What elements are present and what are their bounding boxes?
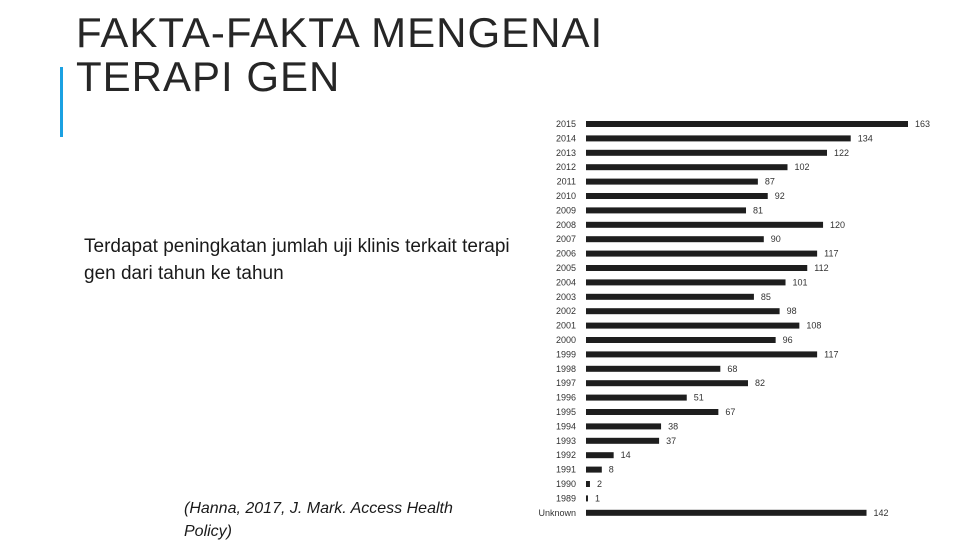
year-label: 2010 [555, 191, 576, 201]
value-label: 67 [725, 407, 736, 417]
bar [586, 236, 764, 242]
accent-bar [60, 67, 63, 137]
value-label: 37 [666, 435, 677, 446]
bar [586, 337, 776, 343]
value-label: 90 [770, 234, 781, 245]
bar [586, 251, 817, 257]
year-label: 2012 [555, 162, 576, 173]
value-label: 2 [596, 479, 602, 489]
bar [586, 481, 590, 487]
year-label: 2003 [555, 291, 576, 302]
year-label: 1997 [555, 378, 576, 389]
title-line-2: TERAPI GEN [76, 53, 341, 100]
value-label: 98 [786, 306, 797, 317]
citation: (Hanna, 2017, J. Mark. Access Health Policy) [184, 500, 453, 540]
bar [586, 265, 807, 271]
value-label: 14 [620, 450, 631, 461]
value-label: 87 [764, 176, 775, 187]
bar [586, 438, 659, 444]
year-label: 2004 [555, 277, 576, 288]
bar [586, 467, 602, 473]
year-label: 2009 [555, 205, 576, 216]
year-label: 2013 [555, 147, 576, 158]
value-label: 96 [782, 335, 793, 345]
bar [586, 308, 780, 314]
value-label: 122 [834, 147, 850, 158]
value-label: 142 [873, 507, 889, 518]
bar [586, 222, 823, 228]
value-label: 102 [794, 162, 810, 173]
year-label: 1999 [555, 349, 576, 360]
bar [586, 294, 754, 300]
bar [586, 452, 614, 458]
value-label: 38 [668, 421, 679, 432]
year-label: 1989 [555, 493, 576, 504]
value-label: 134 [857, 133, 873, 144]
year-label: 1994 [555, 421, 576, 432]
body-text: Terdapat peningkatan jumlah uji klinis terkait terapi gen dari tahun ke tahun [84, 236, 510, 284]
bar [586, 366, 720, 372]
value-label: 1 [594, 493, 600, 504]
value-label: 101 [792, 277, 808, 288]
year-label: 2008 [555, 219, 576, 230]
value-label: 81 [753, 205, 764, 216]
year-label: 2000 [555, 335, 576, 345]
bar [586, 351, 817, 357]
year-label: 2015 [555, 119, 576, 129]
bar [586, 380, 748, 386]
clinical-trials-bar-chart [520, 112, 940, 524]
bar [586, 279, 786, 285]
value-label: 82 [754, 378, 766, 389]
bar [586, 150, 827, 156]
title-line-1: FAKTA-FAKTA MENGENAI [76, 9, 604, 56]
value-label: 51 [693, 392, 704, 403]
year-label: 1993 [555, 435, 576, 446]
year-label: 2011 [556, 176, 576, 187]
year-label: 2001 [555, 320, 576, 331]
value-label: 92 [774, 191, 785, 201]
bar [586, 179, 758, 185]
value-label: 85 [760, 291, 771, 302]
slide-title [76, 11, 776, 99]
year-label: 1992 [555, 450, 576, 461]
bar [586, 164, 787, 170]
bar [586, 495, 588, 501]
value-label: 120 [830, 219, 846, 230]
bar [586, 395, 687, 401]
bar [586, 409, 718, 415]
bar [586, 121, 908, 127]
value-label: 117 [824, 248, 839, 259]
year-label: 2005 [555, 263, 576, 273]
value-label: 117 [824, 349, 839, 360]
bar [586, 510, 867, 516]
chart-svg [520, 112, 940, 524]
year-label: 2002 [555, 306, 576, 317]
year-label: 1995 [555, 407, 576, 417]
value-label: 8 [608, 464, 614, 475]
bar [586, 423, 661, 429]
year-label: 2007 [555, 234, 576, 245]
year-label: Unknown [538, 507, 576, 518]
bar [586, 135, 851, 141]
year-label: 2014 [555, 133, 576, 144]
bar [586, 323, 799, 329]
value-label: 68 [727, 363, 738, 374]
year-label: 1996 [555, 392, 576, 403]
value-label: 163 [915, 119, 931, 129]
year-label: 1998 [555, 363, 576, 374]
value-label: 112 [814, 263, 829, 273]
bar [586, 193, 768, 199]
year-label: 1990 [555, 479, 576, 489]
year-label: 1991 [555, 464, 576, 475]
value-label: 108 [806, 320, 822, 331]
bar [586, 207, 746, 213]
year-label: 2006 [555, 248, 576, 259]
